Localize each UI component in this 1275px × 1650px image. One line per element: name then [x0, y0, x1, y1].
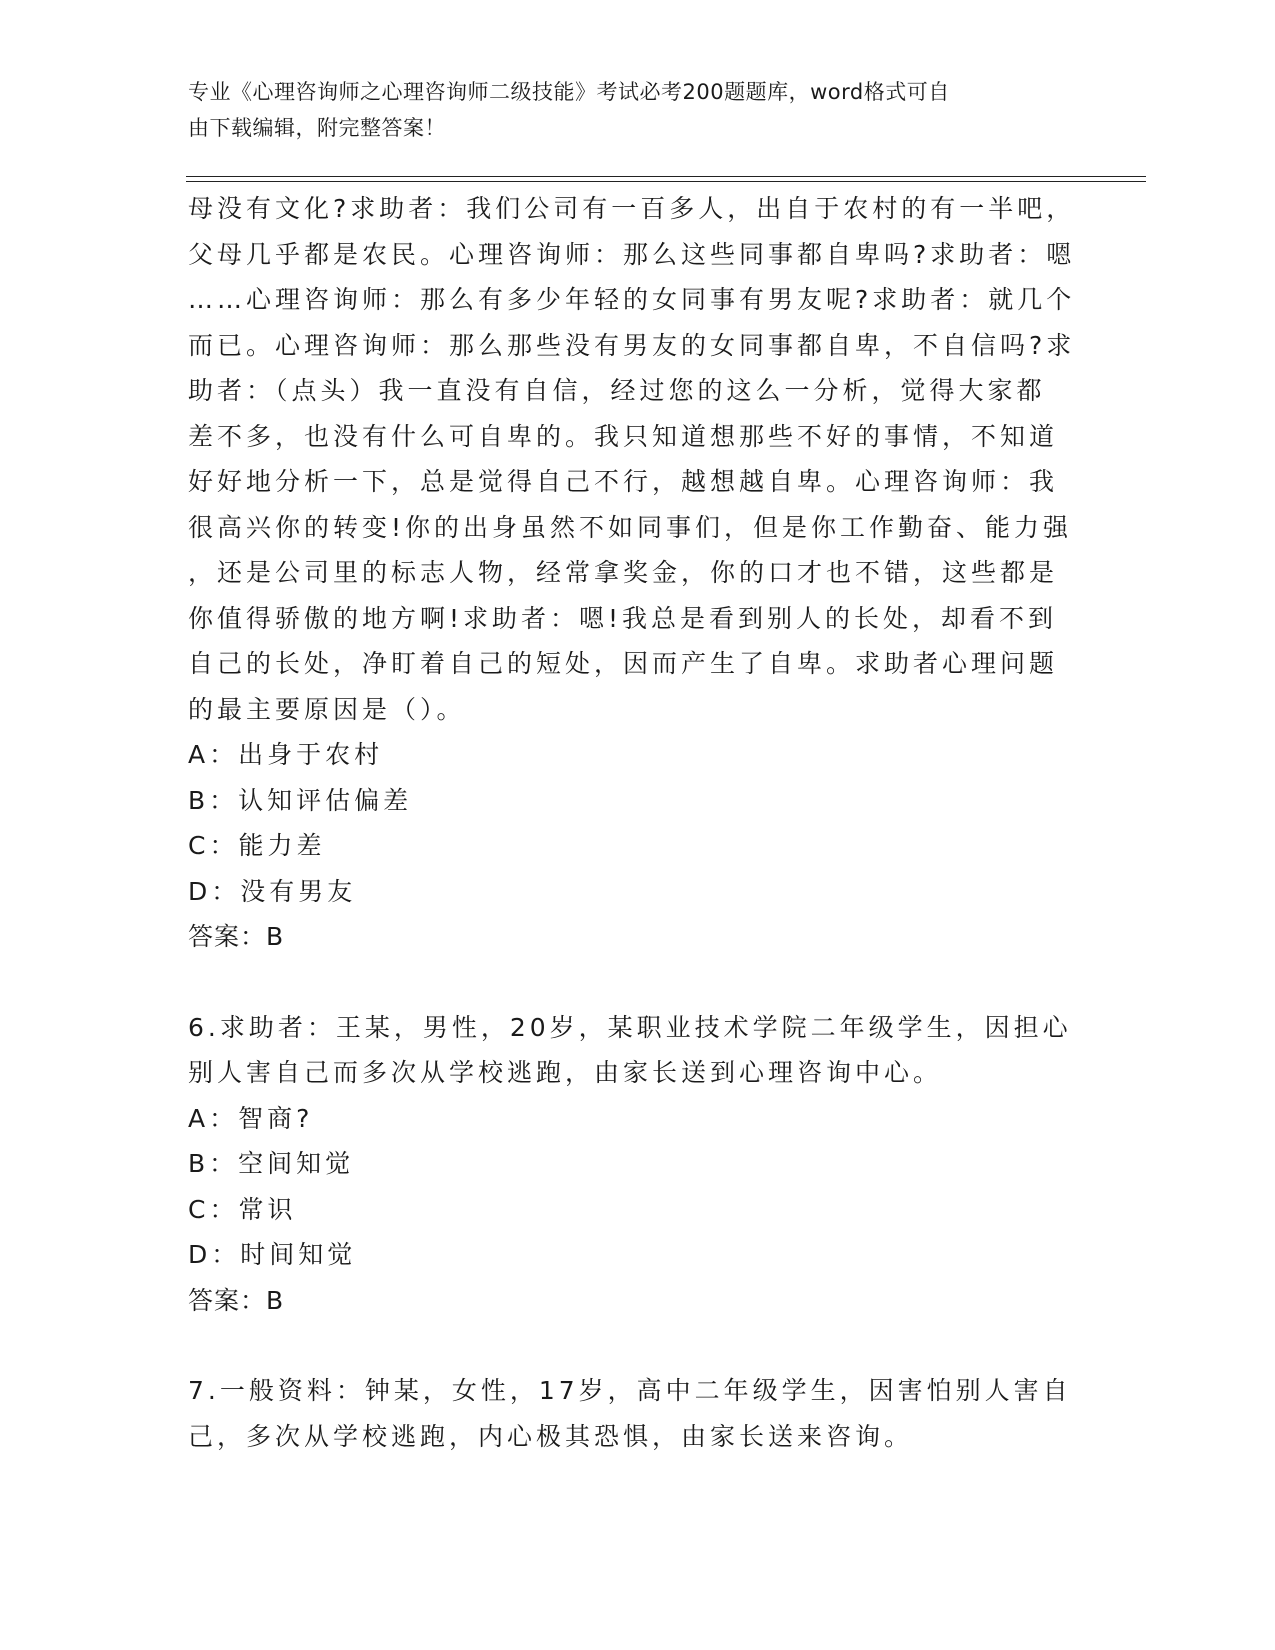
header-line-2: 由下载编辑，附完整答案！ [188, 116, 446, 140]
question-text-line: 差不多，也没有什么可自卑的。我只知道想那些不好的事情，不知道 [188, 421, 1059, 451]
question-spacer [188, 1323, 1068, 1368]
option-d: D：时间知觉 [188, 1240, 357, 1269]
option-c: C：常识 [188, 1194, 297, 1224]
question-text-line: 很高兴你的转变!你的出身虽然不如同事们，但是你工作勤奋、能力强 [188, 512, 1073, 542]
question-text-line: 的最主要原因是（）。 [188, 694, 466, 724]
question-text-line: 自己的长处，净盯着自己的短处，因而产生了自卑。求助者心理问题 [188, 649, 1059, 678]
option-a: A：出身于农村 [188, 740, 384, 769]
option-a: A：智商? [188, 1103, 314, 1133]
question-text-line: 6.求助者：王某，男性，20岁，某职业技术学院二年级学生，因担心 [188, 1012, 1072, 1042]
question-text-line: ……心理咨询师：那么有多少年轻的女同事有男友呢?求助者：就几个 [188, 285, 1076, 314]
question-text-line: 你值得骄傲的地方啊!求助者：嗯!我总是看到别人的长处，却看不到 [188, 603, 1058, 633]
option-c: C：能力差 [188, 831, 326, 860]
question-text-line: ，还是公司里的标志人物，经常拿奖金，你的口才也不错，这些都是 [188, 558, 1059, 587]
option-b: B：空间知觉 [188, 1149, 355, 1178]
question-spacer [188, 960, 1068, 1005]
question-5 [188, 186, 1076, 960]
document-body [188, 186, 1076, 1459]
header-line-1: 专业《心理咨询师之心理咨询师二级技能》考试必考200题题库，word格式可自 [188, 80, 950, 104]
header-divider-top [186, 176, 1146, 177]
question-text-line: 父母几乎都是农民。心理咨询师：那么这些同事都自卑吗?求助者：嗯 [188, 239, 1076, 269]
question-text-line: 好好地分析一下，总是觉得自己不行，越想越自卑。心理咨询师：我 [188, 467, 1059, 496]
question-text-line: 己，多次从学校逃跑，内心极其恐惧，由家长送来咨询。 [188, 1421, 914, 1451]
question-text-line: 7.一般资料：钟某，女性，17岁，高中二年级学生，因害怕别人害自 [188, 1376, 1072, 1405]
page-header [188, 74, 1068, 146]
question-7 [188, 1368, 1072, 1459]
option-b: B：认知评估偏差 [188, 785, 413, 815]
question-text-line: 助者：（点头）我一直没有自信，经过您的这么一分析，觉得大家都 [188, 376, 1046, 405]
question-text-line: 而已。心理咨询师：那么那些没有男友的女同事都自卑，不自信吗?求 [188, 330, 1076, 360]
answer-label: 答案：B [188, 922, 285, 951]
question-6 [188, 1005, 1072, 1324]
option-d: D：没有男友 [188, 876, 357, 906]
question-text-line: 母没有文化?求助者：我们公司有一百多人，出自于农村的有一半吧， [188, 194, 1076, 223]
header-divider-bottom [186, 181, 1146, 182]
answer-label: 答案：B [188, 1285, 285, 1315]
question-text-line: 别人害自己而多次从学校逃跑，由家长送到心理咨询中心。 [188, 1058, 943, 1087]
